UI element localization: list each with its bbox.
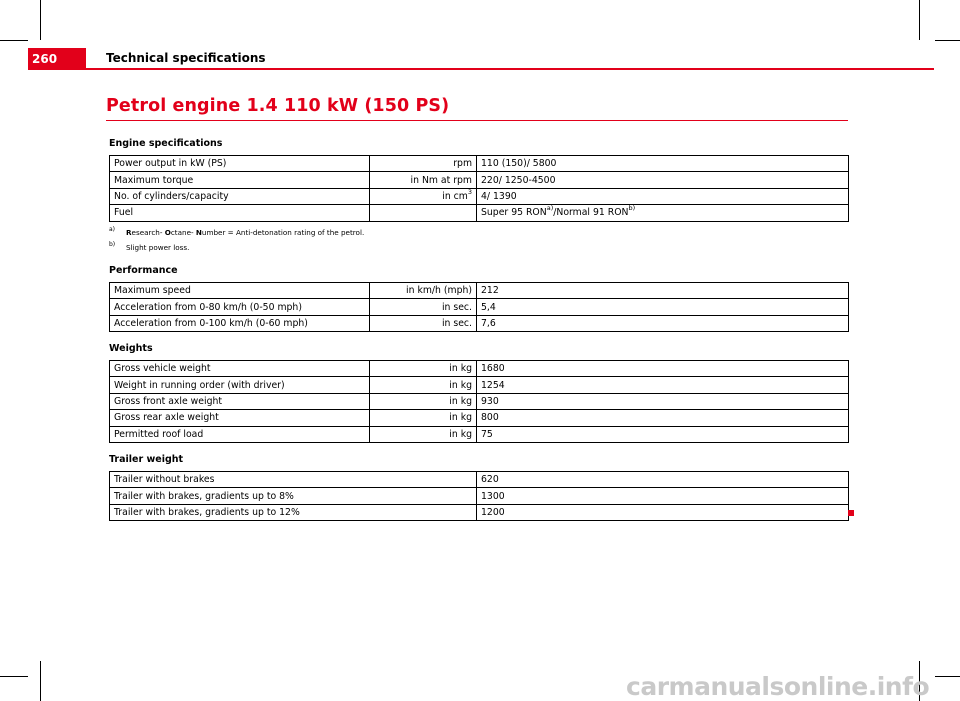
row-label: Weight in running order (with driver) (110, 377, 370, 393)
row-value: 212 (477, 283, 849, 299)
table-row (110, 156, 849, 172)
row-unit (370, 205, 477, 221)
unit-text: in cm (442, 190, 468, 202)
row-unit: rpm (370, 156, 477, 172)
page-number: 260 (28, 48, 86, 70)
performance-heading: Performance (109, 265, 178, 276)
fuel-value-a: Super 95 RON (481, 207, 547, 219)
crop-mark (919, 0, 920, 40)
footnote-text: Research- Octane- Number = Anti-detonation rating of the petrol. (126, 228, 365, 237)
weights-table (109, 360, 849, 443)
row-value: 110 (150)/ 5800 (477, 156, 849, 172)
crop-mark (40, 661, 41, 701)
row-value: 5,4 (477, 299, 849, 315)
row-label: Maximum speed (110, 283, 370, 299)
table-row (110, 472, 849, 488)
row-unit: in kg (370, 361, 477, 377)
row-label: Gross front axle weight (110, 393, 370, 409)
table-row (110, 426, 849, 442)
row-value: 1200 (477, 504, 849, 520)
footnotes (109, 228, 364, 258)
crop-mark (0, 40, 28, 41)
table-row (110, 315, 849, 331)
row-unit: in kg (370, 410, 477, 426)
table-row (110, 283, 849, 299)
footnote-ref-a: a) (546, 204, 554, 213)
table-row (110, 205, 849, 221)
row-label: Gross rear axle weight (110, 410, 370, 426)
row-unit: in kg (370, 393, 477, 409)
row-label: Gross vehicle weight (110, 361, 370, 377)
row-label: Trailer with brakes, gradients up to 8% (110, 488, 477, 504)
row-unit (370, 188, 477, 204)
footnote-mark: b) (109, 241, 116, 248)
table-row (110, 488, 849, 504)
engine-specs-heading: Engine specifications (109, 138, 223, 149)
row-value: 1254 (477, 377, 849, 393)
row-label: Fuel (110, 205, 370, 221)
row-label: Power output in kW (PS) (110, 156, 370, 172)
row-value: 7,6 (477, 315, 849, 331)
trailer-heading: Trailer weight (109, 454, 184, 465)
row-label: Acceleration from 0-80 km/h (0-50 mph) (110, 299, 370, 315)
row-unit: in kg (370, 377, 477, 393)
crop-mark (935, 40, 960, 41)
row-unit: in kg (370, 426, 477, 442)
header-section-title: Technical specifications (106, 51, 266, 65)
row-value: 1680 (477, 361, 849, 377)
performance-table (109, 282, 849, 332)
weights-heading: Weights (109, 343, 153, 354)
unit-superscript: 3 (467, 188, 472, 196)
trailer-table (109, 471, 849, 521)
row-value: 620 (477, 472, 849, 488)
row-value: 4/ 1390 (477, 188, 849, 204)
row-value: 1300 (477, 488, 849, 504)
row-label: Acceleration from 0-100 km/h (0-60 mph) (110, 315, 370, 331)
row-value: 220/ 1250-4500 (477, 172, 849, 188)
row-unit: in km/h (mph) (370, 283, 477, 299)
fuel-value-b: /Normal 91 RON (553, 207, 629, 219)
row-unit: in Nm at rpm (370, 172, 477, 188)
row-value: 75 (477, 426, 849, 442)
crop-mark (40, 0, 41, 40)
crop-mark (0, 676, 28, 677)
row-value (477, 205, 849, 221)
row-label: Trailer with brakes, gradients up to 12% (110, 504, 477, 520)
row-value: 800 (477, 410, 849, 426)
footnote-ref-b: b) (628, 204, 636, 213)
page-title: Petrol engine 1.4 110 kW (150 PS) (106, 96, 450, 116)
title-rule (106, 120, 848, 121)
table-row (110, 410, 849, 426)
row-unit: in sec. (370, 315, 477, 331)
row-label: Maximum torque (110, 172, 370, 188)
table-row (110, 299, 849, 315)
table-row (110, 188, 849, 204)
table-row (110, 393, 849, 409)
watermark-text: carmanualsonline.info (626, 672, 930, 701)
table-row (110, 377, 849, 393)
row-label: Trailer without brakes (110, 472, 477, 488)
footnote-text: Slight power loss. (126, 243, 190, 252)
table-row (110, 361, 849, 377)
table-row (110, 504, 849, 520)
row-label: Permitted roof load (110, 426, 370, 442)
engine-specs-table (109, 155, 849, 222)
row-label: No. of cylinders/capacity (110, 188, 370, 204)
row-value: 930 (477, 393, 849, 409)
crop-mark (935, 676, 960, 677)
table-row (110, 172, 849, 188)
row-unit: in sec. (370, 299, 477, 315)
footnote-b (109, 243, 364, 258)
footnote-mark: a) (109, 226, 116, 233)
footnote-a (109, 228, 364, 243)
header-rule (86, 68, 934, 70)
section-end-marker (848, 510, 854, 516)
